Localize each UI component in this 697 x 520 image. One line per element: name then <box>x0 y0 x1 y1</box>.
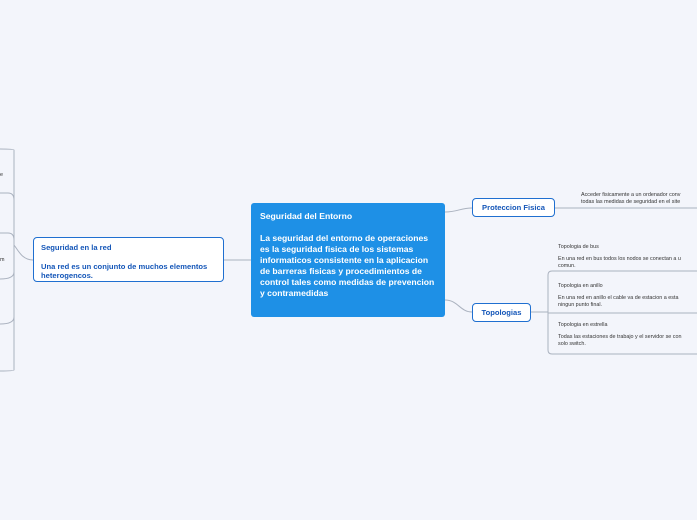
left-stub-text-2: m <box>0 257 5 263</box>
central-body: La seguridad del entorno de operaciones es la seguridad fisica de los sistemas informaticos consistente en la aplicacion de barreras fisicas y procedimientos de control tales como medidas de prevencion y contramedidas <box>260 233 435 298</box>
proteccion-leaf[interactable] <box>581 192 681 206</box>
topologia-anillo-line2: ningun punto final. <box>558 302 603 308</box>
central-topic[interactable] <box>251 203 445 317</box>
connector-central-topologias <box>445 300 472 312</box>
topologia-estrella-title: Topologia en estrella <box>558 322 608 328</box>
proteccion-leaf-line2: todas las medidas de seguridad en el site <box>581 199 681 205</box>
proteccion-fisica-node[interactable] <box>472 198 555 217</box>
topologia-anillo-line1: En una red en anillo el cable va de estacion a esta <box>558 295 679 301</box>
proteccion-leaf-line1: Acceder fisicamente a un ordenador conv <box>581 192 681 198</box>
seguridad-title: Seguridad en la red <box>41 243 112 252</box>
left-stub-text-1: e <box>0 172 3 178</box>
topologia-bus-line2: comun. <box>558 263 576 269</box>
central-title: Seguridad del Entorno <box>260 211 353 221</box>
topologia-bus-title: Topologia de bus <box>558 244 599 250</box>
proteccion-label: Proteccion Fisica <box>482 203 545 212</box>
topologias-node[interactable] <box>472 303 531 322</box>
seguridad-en-la-red-node[interactable] <box>33 237 224 282</box>
topologia-estrella-leaf[interactable] <box>558 322 681 348</box>
topologia-anillo-title: Topologia en anillo <box>558 283 603 289</box>
topologia-estrella-line2: solo switch. <box>558 341 586 347</box>
seguridad-body: Una red es un conjunto de muchos elementos heterogencos. <box>41 261 208 280</box>
topologias-label: Topologias <box>481 308 522 317</box>
topologia-bus-leaf[interactable] <box>558 244 681 270</box>
connector-central-proteccion <box>445 208 472 212</box>
topologia-estrella-line1: Todas las estaciones de trabajo y el servidor se con <box>558 334 682 340</box>
topologia-bus-line1: En una red en bus todos los nodos se conectan a u <box>558 256 681 262</box>
topologia-anillo-leaf[interactable] <box>558 283 678 309</box>
